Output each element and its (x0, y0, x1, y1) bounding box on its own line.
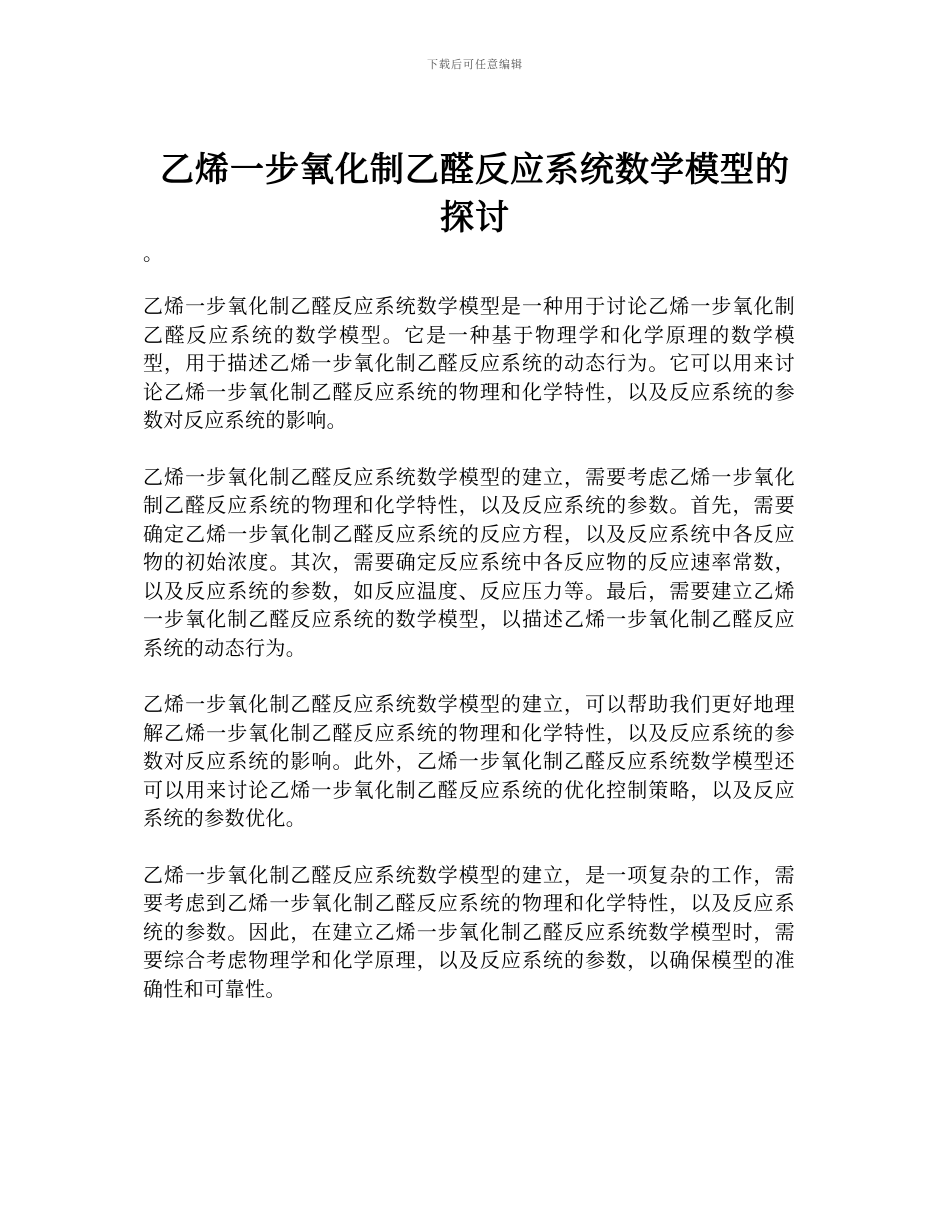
paragraph-3: 乙烯一步氧化制乙醛反应系统数学模型的建立，可以帮助我们更好地理解乙烯一步氧化制乙醛反应系统的物理和化学特性，以及反应系统的参数对反应系统的影响。此外，乙烯一步氧化制乙醛反应系统数学模型还可以用来讨论乙烯一步氧化制乙醛反应系统的优化控制策略，以及反应系统的参数优化。 (143, 692, 795, 830)
document-body (143, 238, 795, 1031)
paragraph-4: 乙烯一步氧化制乙醛反应系统数学模型的建立，是一项复杂的工作，需要考虑到乙烯一步氧化制乙醛反应系统的物理和化学特性，以及反应系统的参数。因此，在建立乙烯一步氧化制乙醛反应系统数学模型时，需要综合考虑物理学和化学原理，以及反应系统的参数，以确保模型的准确性和可靠性。 (143, 862, 795, 1001)
document-title: 乙烯一步氧化制乙醛反应系统数学模型的探讨 (160, 150, 790, 238)
paragraph-2: 乙烯一步氧化制乙醛反应系统数学模型的建立，需要考虑乙烯一步氧化制乙醛反应系统的物理和化学特性，以及反应系统的参数。首先，需要确定乙烯一步氧化制乙醛反应系统的反应方程，以及反应系统中各反应物的初始浓度。其次，需要确定反应系统中各反应物的反应速率常数，以及反应系统的参数，如反应温度、反应压力等。最后，需要建立乙烯一步氧化制乙醛反应系统的数学模型，以描述乙烯一步氧化制乙醛反应系统的动态行为。 (143, 464, 795, 660)
header-note: 下载后可任意编辑 (427, 58, 523, 71)
paragraph-1: 乙烯一步氧化制乙醛反应系统数学模型是一种用于讨论乙烯一步氧化制乙醛反应系统的数学模型。它是一种基于物理学和化学原理的数学模型，用于描述乙烯一步氧化制乙醛反应系统的动态行为。它可以用来讨论乙烯一步氧化制乙醛反应系统的物理和化学特性，以及反应系统的参数对反应系统的影响。 (143, 294, 795, 432)
lead-mark: 。 (143, 241, 163, 265)
